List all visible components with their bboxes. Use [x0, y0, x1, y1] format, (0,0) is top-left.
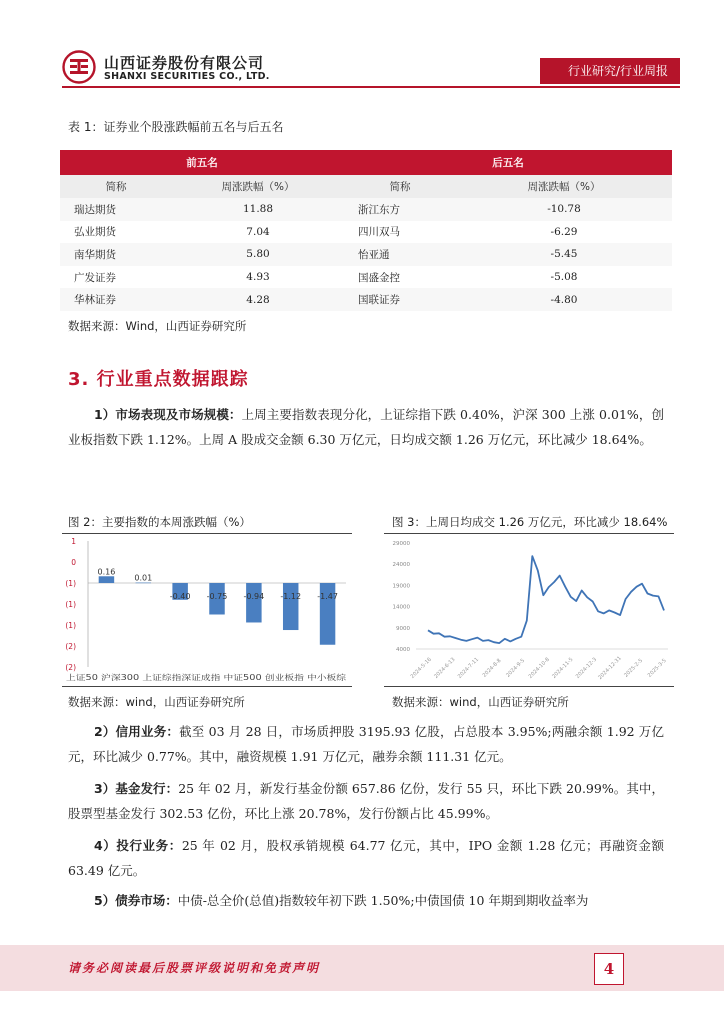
paragraph-label: 2）信用业务： [94, 724, 180, 739]
y-tick-label: (2) [65, 642, 76, 651]
figure3-title: 图 3：上周日均成交 1.26 万亿元，环比减少 18.64% [392, 515, 668, 529]
bar-value-label: -0.40 [169, 592, 191, 601]
top-stock-change: 5.80 [172, 243, 344, 266]
bar [283, 583, 298, 630]
top-stock-name: 弘业期货 [60, 221, 172, 244]
x-tick-label: 2024-10-8 [527, 656, 551, 680]
footer-disclaimer: 请务必阅读最后股票评级说明和免责声明 [68, 961, 321, 975]
bottom-stock-change: -6.29 [456, 221, 672, 244]
turnover-line [428, 556, 664, 643]
bar-value-label: 0.01 [134, 573, 153, 583]
y-tick-label: 1 [71, 537, 76, 546]
bottom-stock-name: 国盛金控 [344, 266, 456, 289]
section-heading: 3. 行业重点数据跟踪 [68, 369, 249, 390]
top-stock-name: 华林证券 [60, 288, 172, 311]
paragraph-label: 4）投行业务： [94, 838, 182, 853]
table-row [60, 243, 672, 266]
table-row [60, 266, 672, 289]
paragraph-text: 中债-总全价(总值)指数较年初下跌 1.50%;中债国债 10 年期到期收益率为 [177, 893, 589, 908]
y-tick-label: 14000 [392, 604, 410, 611]
bar [99, 576, 114, 583]
figure2-title: 图 2：主要指数的本周涨跌幅（%） [68, 515, 251, 529]
x-tick-label: 2024-12-3 [574, 656, 599, 680]
table-row [60, 288, 672, 311]
figure2-rule [62, 533, 352, 534]
company-logo [62, 50, 96, 84]
top-stock-name: 广发证券 [60, 266, 172, 289]
table-caption: 表 1：证券业个股涨跌幅前五名与后五名 [68, 120, 284, 134]
top-stock-change: 11.88 [172, 198, 344, 221]
company-name-en: SHANXI SECURITIES CO., LTD. [104, 71, 270, 82]
company-name-cn: 山西证券股份有限公司 [104, 54, 265, 72]
paragraph-text: 25 年 02 月，股权承销规模 64.77 亿元，其中，IPO 金额 1.28 亿元；再融资金额 63.49 亿元。 [68, 838, 664, 878]
header-divider [62, 86, 680, 88]
y-tick-label: 0 [71, 558, 76, 567]
y-tick-label: (2) [65, 663, 76, 672]
top-five-header: 前五名 [60, 150, 344, 175]
bar [246, 583, 261, 622]
bottom-stock-change: -5.45 [456, 243, 672, 266]
bar [136, 583, 151, 584]
x-tick-label: 2024-12-31 [597, 655, 623, 682]
top-stock-change: 7.04 [172, 221, 344, 244]
x-tick-label: 2024-9-5 [505, 657, 527, 679]
y-tick-label: 19000 [392, 583, 410, 590]
bottom-stock-change: -5.08 [456, 266, 672, 289]
bottom-stock-change: -10.78 [456, 198, 672, 221]
paragraph-market [68, 402, 664, 452]
top-stock-change: 4.28 [172, 288, 344, 311]
paragraph-text: 25 年 02 月，新发行基金份额 657.86 亿份，发行 55 只，环比下跌 20.99%。其中，股票型基金发行 302.53 亿份，环比上涨 20.78%，发行份额占比 45.99%。 [68, 781, 665, 821]
paragraph-bond [68, 888, 664, 913]
y-tick-label: 9000 [396, 625, 410, 632]
x-tick-label: 2025-3-5 [646, 657, 668, 679]
paragraph-fund [68, 776, 664, 826]
bar-value-label: -0.75 [206, 592, 228, 601]
y-tick-label: (1) [65, 621, 76, 630]
daily-turnover-line-chart [384, 535, 674, 685]
column-header-change: 周涨跌幅（%） [456, 175, 672, 198]
bar-value-label: 0.16 [97, 567, 116, 577]
column-header-name: 简称 [344, 175, 456, 198]
figure3-source: 数据来源：wind，山西证券研究所 [392, 695, 569, 709]
bar-value-label: -1.47 [317, 592, 338, 601]
bottom-stock-change: -4.80 [456, 288, 672, 311]
top-stock-name: 瑞达期货 [60, 198, 172, 221]
y-tick-label: 24000 [392, 562, 410, 569]
x-tick-label: 2024-8-8 [481, 657, 503, 679]
y-tick-label: 29000 [392, 541, 410, 547]
table-row [60, 198, 672, 221]
x-tick-label: 2025-2-5 [623, 657, 645, 679]
page-number: 4 [594, 953, 624, 985]
stock-change-table [60, 150, 672, 311]
column-header-change: 周涨跌幅（%） [172, 175, 344, 198]
y-tick-label: (1) [65, 600, 76, 609]
top-stock-name: 南华期货 [60, 243, 172, 266]
y-tick-label: 4000 [396, 647, 410, 653]
x-tick-label: 2024-7-11 [456, 656, 481, 680]
table-row [60, 221, 672, 244]
figure2-source: 数据来源：wind，山西证券研究所 [68, 695, 245, 709]
report-type-tag: 行业研究/行业周报 [540, 58, 680, 84]
bottom-five-header: 后五名 [344, 150, 672, 175]
paragraph-label: 3）基金发行： [94, 781, 179, 796]
index-change-bar-chart [62, 535, 352, 685]
column-header-name: 简称 [60, 175, 172, 198]
bottom-stock-name: 浙江东方 [344, 198, 456, 221]
bar-value-label: -0.94 [243, 592, 265, 601]
category-axis-labels: 上证50 沪深300 上证综指深证成指 中证500 创业板指 中小板综 [66, 673, 284, 682]
x-tick-label: 2024-11-5 [551, 656, 575, 680]
figure2-bottom-rule [62, 686, 352, 687]
bottom-stock-name: 国联证券 [344, 288, 456, 311]
bar-value-label: -1.12 [280, 592, 302, 601]
y-tick-label: (1) [65, 579, 76, 588]
x-tick-label: 2024-5-16 [409, 656, 433, 680]
table-source: 数据来源：Wind，山西证券研究所 [68, 319, 247, 333]
figure3-bottom-rule [384, 686, 674, 687]
paragraph-credit [68, 719, 664, 769]
top-stock-change: 4.93 [172, 266, 344, 289]
bottom-stock-name: 怡亚通 [344, 243, 456, 266]
paragraph-label: 1）市场表现及市场规模： [94, 407, 242, 422]
paragraph-label: 5）债券市场： [94, 893, 178, 908]
bottom-stock-name: 四川双马 [344, 221, 456, 244]
x-tick-label: 2024-6-13 [433, 656, 457, 680]
paragraph-ib [68, 833, 664, 883]
paragraph-text: 截至 03 月 28 日，市场质押股 3195.93 亿股，占总股本 3.95%;两融余额 1.92 万亿元，环比减少 0.77%。其中，融资规模 1.91 万亿元，融券余额 111.31 亿元。 [68, 724, 664, 764]
figure3-rule [384, 533, 674, 534]
paragraph-text: 上周主要指数表现分化，上证综指下跌 0.40%，沪深 300 上涨 0.01%，创业板指数下跌 1.12%。上周 A 股成交金额 6.30 万亿元，日均成交额 1.26 万亿元，环比减少 18.64%。 [68, 407, 664, 447]
